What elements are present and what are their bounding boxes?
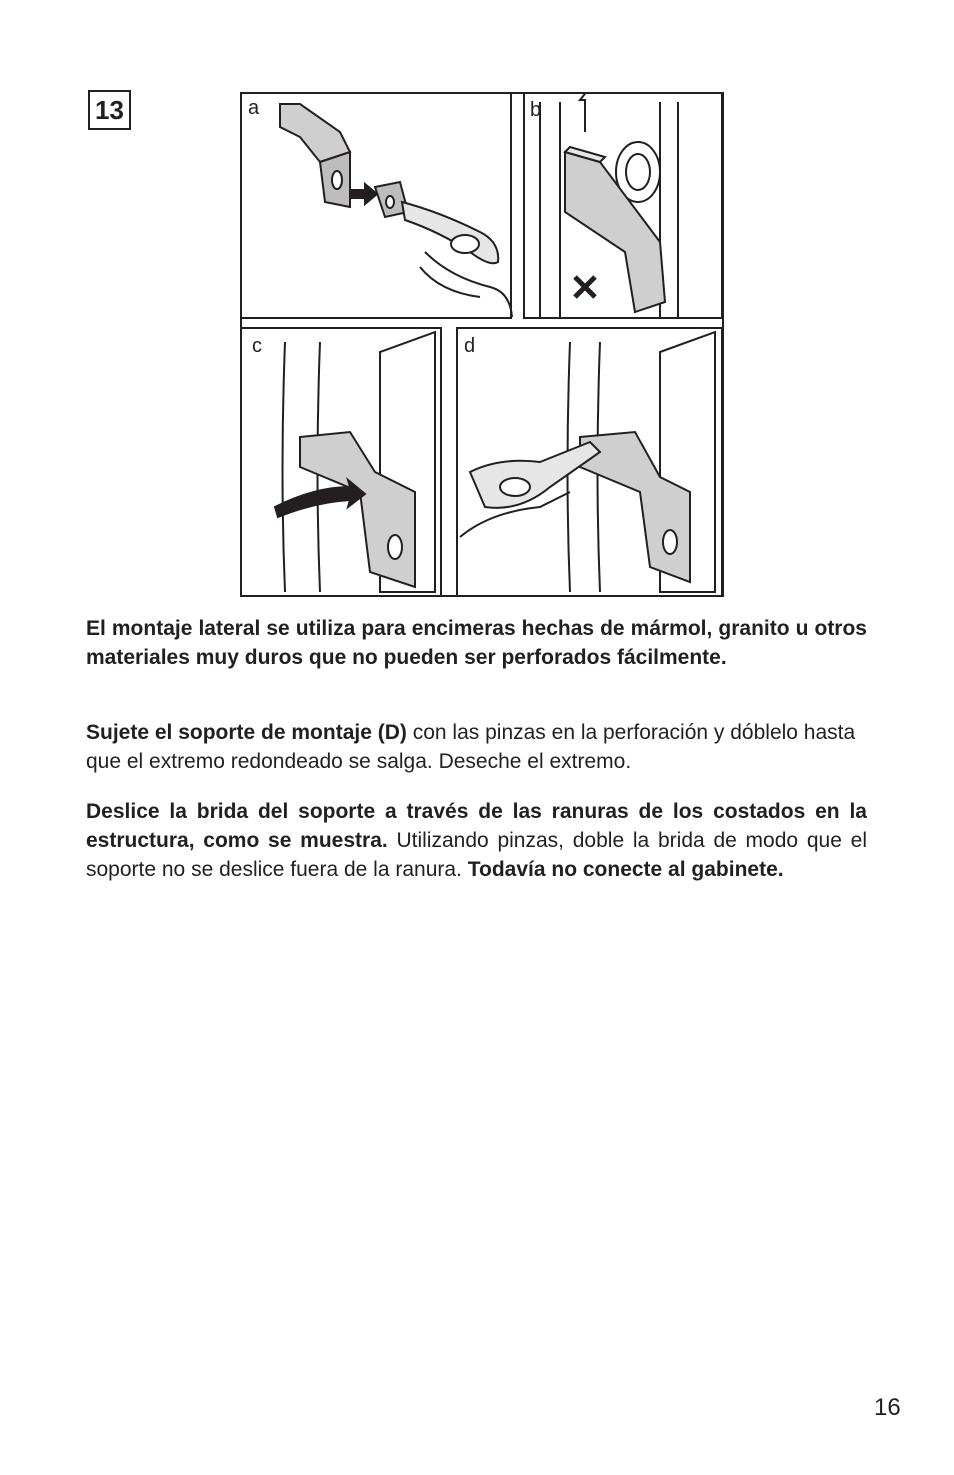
- panel-c-label: c: [252, 335, 262, 357]
- panel-c-drawing: [275, 332, 435, 592]
- step-number: 13: [95, 94, 124, 125]
- instruction-2-bold: Deslice la brida del soporte a través de las ranuras de los costados en la estructura, como se muestra.: [86, 800, 867, 852]
- intro-paragraph: El montaje lateral se utiliza para encimeras hechas de mármol, granito u otros materiales muy duros que no pueden ser perforados fácilmente.: [86, 617, 867, 669]
- instruction-2-bold-end: Todavía no conecte al gabinete.: [467, 858, 784, 881]
- step-number-box: [88, 90, 131, 130]
- panel-a-drawing: [280, 104, 512, 317]
- panel-a-label: a: [248, 97, 260, 119]
- instruction-1-text: con las pinzas en la perforación y dóblelo hasta que el extremo redondeado se salga. Deseche el extremo.: [86, 721, 856, 773]
- instruction-2-text: Utilizando pinzas, doble la brida de modo que el soporte no se deslice fuera de la ranura.: [86, 829, 867, 881]
- page-number: 16: [874, 1394, 901, 1421]
- panel-b-drawing: [540, 92, 678, 317]
- installation-illustration: [240, 92, 724, 597]
- instruction-paragraph-2: [86, 797, 867, 884]
- instruction-paragraph-1: [86, 718, 867, 776]
- panel-d-label: d: [464, 335, 476, 357]
- panel-d-drawing: [460, 332, 715, 592]
- panel-b-label: b: [530, 99, 542, 121]
- instruction-1-bold: Sujete el soporte de montaje (D): [86, 721, 407, 744]
